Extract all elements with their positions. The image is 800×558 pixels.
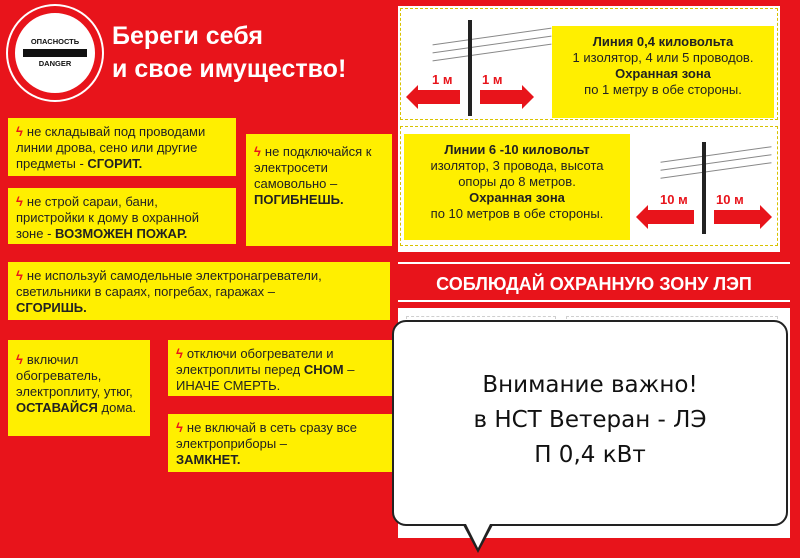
danger-sign-bottom-text: DANGER xyxy=(38,59,72,68)
rule-6-emphasis: СНОМ xyxy=(303,362,344,377)
rule-box-7 xyxy=(168,414,392,472)
danger-sign-top-text: ОПАСНОСТЬ xyxy=(30,37,80,46)
rule-5-text: включил обогреватель, электроплиту, утюг, xyxy=(16,352,133,399)
rule-5-tail: дома. xyxy=(97,400,137,415)
rule-4-emphasis: СГОРИШЬ. xyxy=(16,300,87,315)
rule-box-5 xyxy=(8,340,150,436)
arrow-left-icon xyxy=(648,210,694,224)
dim-label-right: 1 м xyxy=(482,72,503,87)
lightning-icon: ϟ xyxy=(254,144,261,159)
power-pole-icon xyxy=(468,20,472,116)
rule-1-emphasis: СГОРИТ. xyxy=(87,156,143,171)
lightning-icon: ϟ xyxy=(16,124,23,139)
callout-line-1: Внимание важно! xyxy=(482,372,698,398)
danger-sign-bar xyxy=(23,49,87,57)
power-pole-icon xyxy=(702,142,706,234)
line-610-zone-desc: по 10 метров в обе стороны. xyxy=(430,206,604,221)
banner: СОБЛЮДАЙ ОХРАННУЮ ЗОНУ ЛЭП xyxy=(398,262,790,302)
rule-5-emphasis: ОСТАВАЙСЯ xyxy=(16,400,98,415)
dim-label-left: 1 м xyxy=(432,72,453,87)
lightning-icon: ϟ xyxy=(16,194,23,209)
header xyxy=(0,0,398,108)
rule-box-4 xyxy=(8,262,390,320)
line-04-zone-title: Охранная зона xyxy=(615,66,711,81)
rule-2-text: не подключайся к электросети самовольно – xyxy=(254,144,372,191)
callout-line-3: П 0,4 кВт xyxy=(534,442,646,468)
rule-3-emphasis: ВОЗМОЖЕН ПОЖАР. xyxy=(55,226,188,241)
callout-tail-fill xyxy=(465,522,491,548)
title-line-1: Береги себя xyxy=(112,22,263,50)
rule-box-3 xyxy=(8,188,236,244)
arrow-right-icon xyxy=(480,90,522,104)
danger-sign-icon xyxy=(8,6,102,100)
page-title xyxy=(112,20,346,86)
rule-3-text: не строй сараи, бани, пристройки к дому в охранной зоне - xyxy=(16,194,199,241)
rule-6-tail: – ИНАЧЕ СМЕРТЬ. xyxy=(176,362,355,393)
line-04-title: Линия 0,4 киловольта xyxy=(592,34,734,49)
rule-box-1 xyxy=(8,118,236,176)
callout-text xyxy=(392,368,788,473)
line-04-zone-desc: по 1 метру в обе стороны. xyxy=(584,82,742,97)
lightning-icon: ϟ xyxy=(16,268,23,283)
power-line-panel xyxy=(398,6,780,252)
rule-2-emphasis: ПОГИБНЕШЬ. xyxy=(254,192,344,207)
lightning-icon: ϟ xyxy=(16,352,23,367)
dim-label-right: 10 м xyxy=(716,192,744,207)
line-04-desc: 1 изолятор, 4 или 5 проводов. xyxy=(572,50,754,65)
line-610-title: Линии 6 -10 киловольт xyxy=(444,142,590,157)
arrow-right-icon xyxy=(714,210,760,224)
line-610-zone-title: Охранная зона xyxy=(469,190,565,205)
arrow-left-icon xyxy=(418,90,460,104)
line-04-info xyxy=(552,26,774,118)
rule-7-emphasis: ЗАМКНЕТ. xyxy=(176,452,241,467)
rule-box-2 xyxy=(246,134,392,246)
rule-7-text: не включай в сеть сразу все электроприборы – xyxy=(176,420,357,451)
title-line-2: и свое имущество! xyxy=(112,55,347,83)
rule-box-6 xyxy=(168,340,392,396)
line-610-info xyxy=(404,134,630,240)
rule-4-text: не используй самодельные электронагреватели, светильники в сараях, погребах, гаражах – xyxy=(16,268,322,299)
rule-6-text: отключи обогреватели и электроплиты перед xyxy=(176,346,334,377)
lightning-icon: ϟ xyxy=(176,420,183,435)
lightning-icon: ϟ xyxy=(176,346,183,361)
dim-label-left: 10 м xyxy=(660,192,688,207)
callout-line-2: в НСТ Ветеран - ЛЭ xyxy=(473,407,707,433)
rule-1-text: не складывай под проводами линии дрова, сено или другие предметы - xyxy=(16,124,206,171)
line-610-desc: изолятор, 3 провода, высота опоры до 8 метров. xyxy=(430,158,604,189)
